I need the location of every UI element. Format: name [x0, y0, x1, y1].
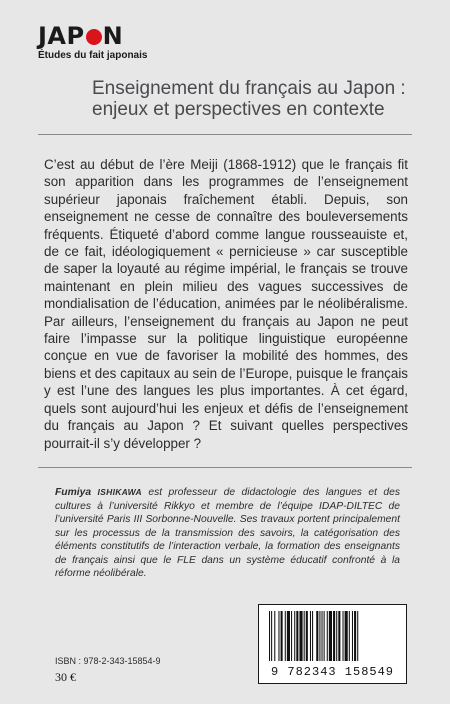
barcode-digits: 9 782343 158549 [270, 665, 395, 679]
barcode-bars [267, 611, 398, 661]
barcode-bar [299, 611, 302, 661]
book-summary: C’est au début de l’ère Meiji (1868-1912) que le français fit son apparition dans les programmes de l’enseignement supérieur japonais fraîchement établi. Depuis, son enseignement ne cesse de connaître des bouleversements fréquents. Étiqueté d’abord comme langue rousseauiste et, de ce fait, idéologiquement « pernicieuse » car susceptible de saper la loyauté au régime impérial, le français se trouve maintenant en plein milieu des vagues successives de mondialisation de l’éducation, animées par le néolibéralisme. Par ailleurs, l’enseignement du français au Japon ne peut faire l’impasse sur la politique linguistique européenne conçue en vue de favoriser la mobilité des hommes, des biens et des capitaux au sein de l’Europe, puisque le français y est l’une des langues les plus importantes. À cet égard, quels sont aujourd’hui les enjeux et défis de l’enseignement du français au Japon ? Et suivant quelles perspectives pourrait-il s’y développer ? [44, 157, 408, 451]
author-last-name: ISHIKAWA [97, 487, 142, 497]
barcode-bar [285, 611, 286, 661]
barcode-bar [329, 611, 332, 661]
logo-word-end: N [102, 22, 124, 50]
series-logo [38, 24, 147, 61]
barcode-bar [319, 611, 320, 661]
logo-red-dot-icon [86, 29, 102, 45]
price: 30 € [55, 670, 76, 684]
barcode-bar [291, 611, 292, 661]
author-name [55, 487, 142, 498]
barcode-bar [294, 611, 295, 661]
bottom-divider [38, 467, 412, 468]
barcode-bar [357, 611, 358, 661]
barcode-bar [296, 611, 298, 661]
isbn: ISBN : 978-2-343-15854-9 [55, 656, 161, 666]
author-bio-text: est professeur de didactologie des langues et des cultures à l’université Rikkyo et membre de l’équipe IDAP-DILTEC de l’université Paris III Sorbonne-Nouvelle. Ses travaux portent principalement sur les processus de la transmission des savoirs, la catégorisation des éléments constitutifs de l’interaction verbale, la formation des enseignants de français ainsi que le FLE dans un système éducatif confronté à la réforme néolibérale. [55, 487, 400, 579]
barcode-bar [306, 611, 308, 661]
barcode-bar [349, 611, 350, 661]
author-bio [55, 486, 400, 581]
logo-word-start: JAP [38, 22, 85, 50]
barcode-bar [345, 611, 348, 661]
barcode-bar [322, 611, 323, 661]
barcode-bar [338, 611, 340, 661]
barcode-bar [352, 611, 353, 661]
barcode-bar [281, 611, 283, 661]
barcode-bar [336, 611, 337, 661]
book-title-line-2: enjeux et perspectives en contexte [92, 99, 385, 120]
top-divider [38, 134, 412, 135]
book-title-line-1: Enseignement du français au Japon : [92, 78, 406, 99]
series-logo-word [38, 24, 147, 48]
barcode-bar [324, 611, 325, 661]
book-title [92, 78, 432, 120]
barcode-bar [269, 611, 270, 661]
barcode-bar [274, 611, 275, 661]
author-first-name: Fumiya [55, 487, 92, 498]
barcode-box [258, 604, 407, 684]
series-logo-subtitle: Études du fait japonais [38, 50, 148, 61]
barcode-bar [310, 611, 311, 661]
barcode-bar [316, 611, 318, 661]
barcode-bar [327, 611, 328, 661]
barcode-bar [343, 611, 344, 661]
barcode-bar [312, 611, 313, 661]
barcode-bar [333, 611, 335, 661]
barcode-bar [354, 611, 356, 661]
barcode-bar [278, 611, 279, 661]
barcode-bar [287, 611, 290, 661]
barcode-bar [304, 611, 305, 661]
barcode-bar [271, 611, 272, 661]
